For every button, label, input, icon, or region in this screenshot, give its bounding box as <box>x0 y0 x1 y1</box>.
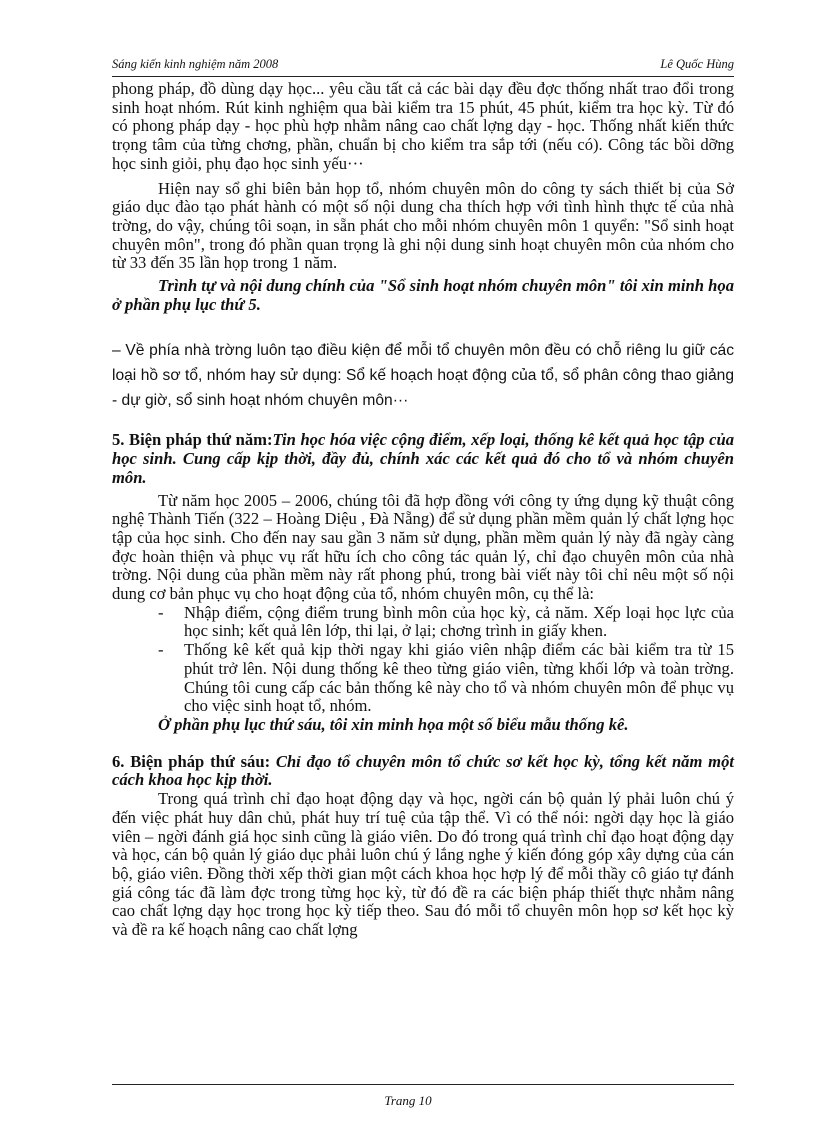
paragraph-appendix-5: Trình tự và nội dung chính của "Sổ sinh hoạt nhóm chuyên môn" tôi xin minh họa ở phần phụ lục thứ 5. <box>112 276 734 314</box>
feature-list <box>112 604 734 716</box>
section-5-label: 5. Biện pháp thứ năm: <box>112 430 273 450</box>
paragraph-school-support: – Về phía nhà trờng luôn tạo điều kiện để mỗi tổ chuyên môn đều có chỗ riêng lu giữ các loại hồ sơ tổ, nhóm hay sử dụng: Sổ kế hoạch hoạt động của tổ, sổ phân công thao giảng - dự giờ, sổ sinh hoạt nhóm chuyên môn··· <box>112 342 734 410</box>
section-5-title: Tin học hóa việc cộng điểm, xếp loại, thống kê kết quả học tập của học sinh. Cung cấp kịp thời, đầy đủ, chính xác các kết quả đó cho tổ và nhóm chuyên môn. <box>112 430 734 487</box>
section-heading-5 <box>112 431 734 487</box>
footer-rule <box>112 1084 734 1085</box>
document-body <box>112 80 734 940</box>
header-author: Lê Quốc Hùng <box>660 57 734 71</box>
list-item-text: Thống kê kết quả kịp thời ngay khi giáo viên nhập điểm các bài kiểm tra từ 15 phút trở lên. Nội dung thống kê theo từng giáo viên, từng khối lớp và toàn trờng. Chúng tôi cung cấp các bản thống kê này cho tổ và nhóm chuyên môn để phục vụ cho việc sinh hoạt tổ, nhóm. <box>184 640 734 716</box>
paragraph-software: Từ năm học 2005 – 2006, chúng tôi đã hợp đồng với công ty ứng dụng kỹ thuật công nghệ Thành Tiến (322 – Hoàng Diệu , Đà Nẵng) để sử dụng phần mềm quản lý chất lợng học tập của học sinh. Cho đến nay sau gần 3 năm sử dụng, phần mềm quản lý này đã ngày càng đợc hoàn thiện và phục vụ rất hữu ích cho công tác quản lý, chỉ đạo chuyên môn của nhà trờng. Nội dung của phần mềm này rất phong phú, trong bài viết này tôi chỉ nêu một số nội dung cơ bản phục vụ cho hoạt động của tổ, nhóm chuyên môn, cụ thể là: <box>112 490 734 604</box>
header-rule <box>112 76 734 77</box>
paragraph-review: Trong quá trình chỉ đạo hoạt động dạy và học, ngời cán bộ quản lý phải luôn chú ý đến việc phát huy dân chủ, phát huy trí tuệ của tập thể. Vì có thể nói: ngời dạy học là giáo viên – ngời đánh giá học sinh cũng là giáo viên. Do đó trong quá trình chỉ đạo hoạt động dạy và học, cán bộ quản lý giáo dục phải luôn chú ý lắng nghe ý kiến đóng góp xây dựng của cán bộ, giáo viên. Đồng thời xếp thời gian một cách khoa học hợp lý để mỗi thầy cô giáo tự đánh giá công tác đã làm đợc trong từng học kỳ, từ đó đề ra các biện pháp thiết thực nhằm nâng cao chất lợng dạy học trong học kỳ tiếp theo. Sau đó mỗi tổ chuyên môn họp sơ kết học kỳ và đề ra kế hoạch nâng cao chất lợng <box>112 789 734 940</box>
page-number: Trang 10 <box>384 1093 432 1108</box>
list-item-text: Nhập điểm, cộng điểm trung bình môn của học kỳ, cả năm. Xếp loại học lực của học sinh; kết quả lên lớp, thi lại, ở lại; chơng trình in giấy khen. <box>184 602 734 641</box>
page-header <box>112 57 734 77</box>
paragraph-appendix-6: Ở phần phụ lục thứ sáu, tôi xin minh họa một số biểu mẫu thống kê. <box>158 714 629 734</box>
list-marker: - <box>158 640 164 660</box>
section-6-label: 6. Biện pháp thứ sáu: <box>112 751 271 771</box>
section-6-title: Chỉ đạo tổ chuyên môn tổ chức sơ kết học kỳ, tổng kết năm một cách khoa học kịp thời. <box>112 751 734 790</box>
section-heading-6 <box>112 753 734 790</box>
header-title: Sáng kiến kinh nghiệm năm 2008 <box>112 57 279 71</box>
list-item <box>112 641 734 716</box>
spacer <box>112 314 734 338</box>
list-marker: - <box>158 602 164 622</box>
paragraph-meeting-book: Hiện nay sổ ghi biên bản họp tổ, nhóm chuyên môn do công ty sách thiết bị của Sở giáo dục đào tạo phát hành có một số nội dung cha thích hợp với tình hình thực tế của nhà trờng, do vậy, chúng tôi soạn, in sẵn phát cho mỗi nhóm chuyên môn 1 quyển: "Sổ sinh hoạt chuyên môn", trong đó phần quan trọng là ghi nội dung sinh hoạt chuyên môn của nhóm cho từ 33 đến 35 lần họp trong 1 năm. <box>112 178 734 273</box>
list-item <box>112 604 734 641</box>
paragraph-continuation: phong pháp, đồ dùng dạy học... yêu cầu tất cả các bài dạy đều đợc thống nhất trao đổi trong sinh hoạt nhóm. Rút kinh nghiệm qua bài kiểm tra 15 phút, 45 phút, kiểm tra học kỳ. Từ đó có phong pháp dạy - học phù hợp nhằm nâng cao chất lợng dạy - học. Thống nhất kiến thức trọng tâm của từng chơng, phần, chuẩn bị cho kiểm tra sắp tới (nếu có). Công tác bồi dỡng học sinh giỏi, phụ đạo học sinh yếu··· <box>112 79 734 173</box>
